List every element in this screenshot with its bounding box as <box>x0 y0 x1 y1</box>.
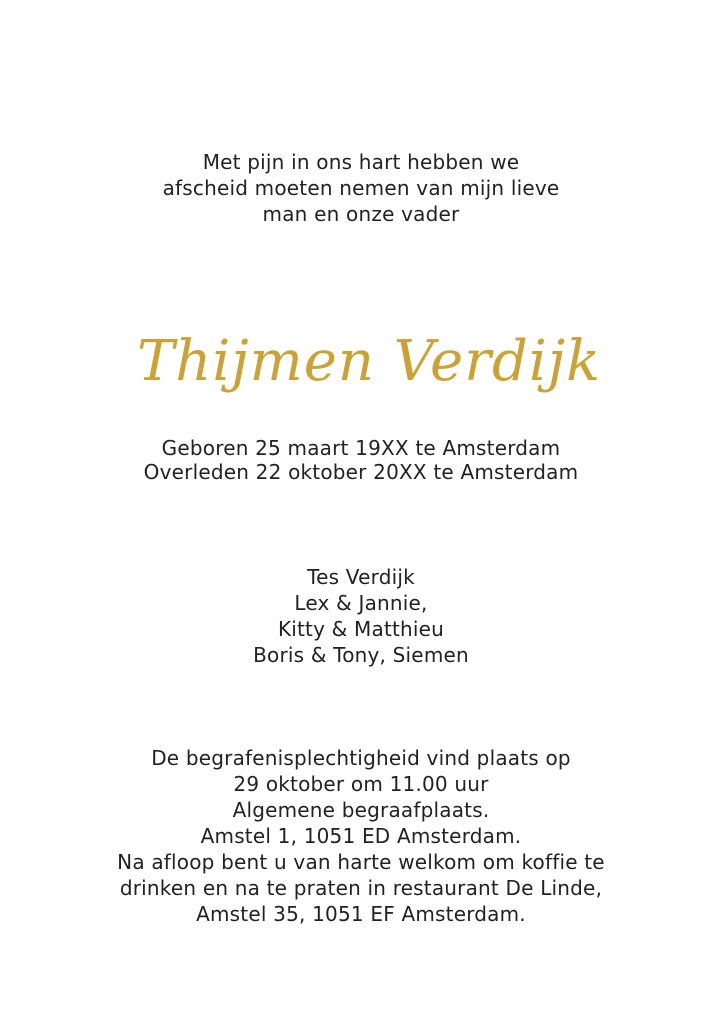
family-line: Kitty & Matthieu <box>277 617 445 641</box>
ceremony-line: 29 oktober om 11.00 uur <box>233 772 489 796</box>
ceremony-details <box>0 745 722 927</box>
intro-line: afscheid moeten nemen van mijn lieve <box>162 176 560 200</box>
ceremony-line: drinken en na te praten in restaurant De Linde, <box>119 876 603 900</box>
intro-text <box>0 149 722 227</box>
ceremony-line: Amstel 1, 1051 ED Amsterdam. <box>200 824 522 848</box>
family-line: Lex & Jannie, <box>294 591 428 615</box>
ceremony-line: Amstel 35, 1051 EF Amsterdam. <box>196 902 526 926</box>
deceased-name: Thijmen Verdijk <box>136 329 602 394</box>
ceremony-line: Na afloop bent u van harte welkom om koffie te <box>117 850 605 874</box>
intro-line: man en onze vader <box>262 202 460 226</box>
death-date: Overleden 22 oktober 20XX te Amsterdam <box>143 460 579 484</box>
family-line: Boris & Tony, Siemen <box>253 643 469 667</box>
birth-date: Geboren 25 maart 19XX te Amsterdam <box>161 436 561 460</box>
intro-line: Met pijn in ons hart hebben we <box>202 150 520 174</box>
family-line: Tes Verdijk <box>307 565 415 589</box>
life-dates <box>0 436 722 484</box>
ceremony-line: De begrafenisplechtigheid vind plaats op <box>151 746 571 770</box>
ceremony-line: Algemene begraafplaats. <box>232 798 490 822</box>
family-names <box>0 564 722 668</box>
